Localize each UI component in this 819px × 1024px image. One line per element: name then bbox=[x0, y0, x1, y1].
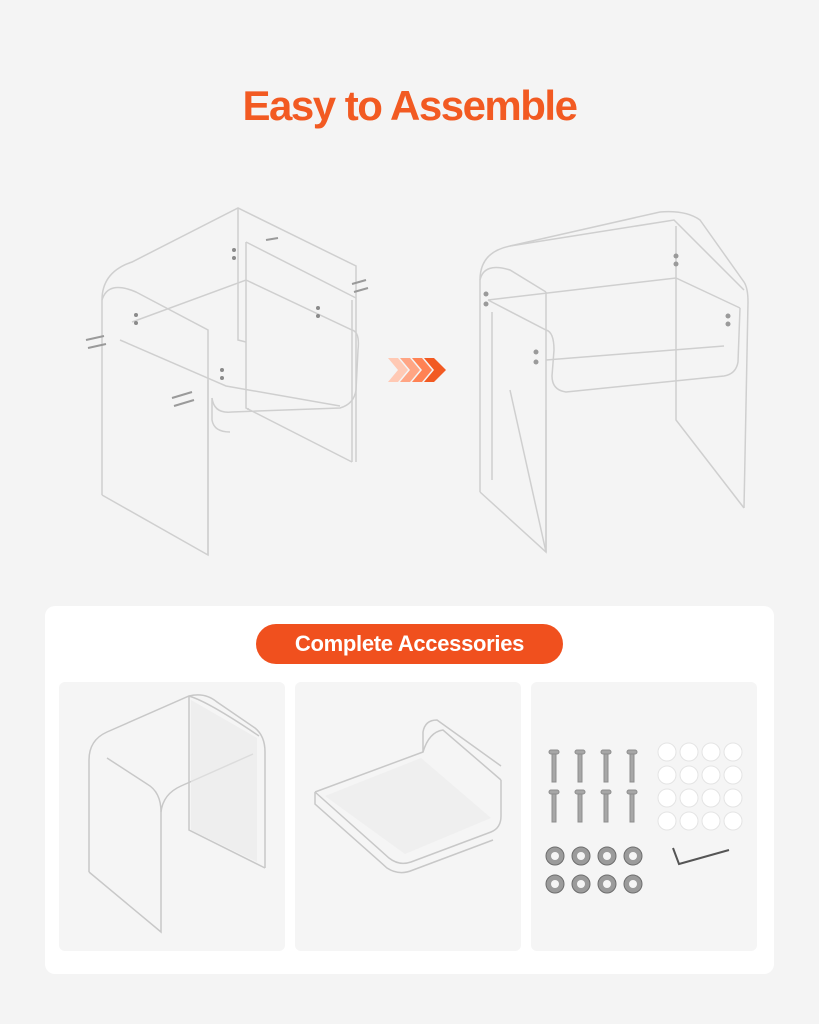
hardware-panel bbox=[531, 682, 757, 951]
accessories-card bbox=[45, 606, 774, 974]
accessories-badge: Complete Accessories bbox=[256, 624, 563, 664]
frame-panel bbox=[59, 682, 285, 951]
screws bbox=[549, 750, 637, 822]
shelf-panel bbox=[295, 682, 521, 951]
hardware-kit-image bbox=[531, 682, 757, 951]
assembly-arrow-icon bbox=[388, 358, 446, 382]
assembly-illustration bbox=[0, 180, 819, 600]
exploded-table-image bbox=[102, 208, 358, 555]
nuts bbox=[546, 847, 642, 893]
washers bbox=[658, 743, 742, 830]
hex-key bbox=[673, 848, 729, 864]
page-title: Easy to Assemble bbox=[242, 82, 577, 129]
assembled-table-image bbox=[480, 212, 748, 552]
screw-holes-left bbox=[134, 248, 320, 380]
curved-shelf-image bbox=[295, 682, 521, 951]
u-frame-image bbox=[59, 682, 285, 951]
